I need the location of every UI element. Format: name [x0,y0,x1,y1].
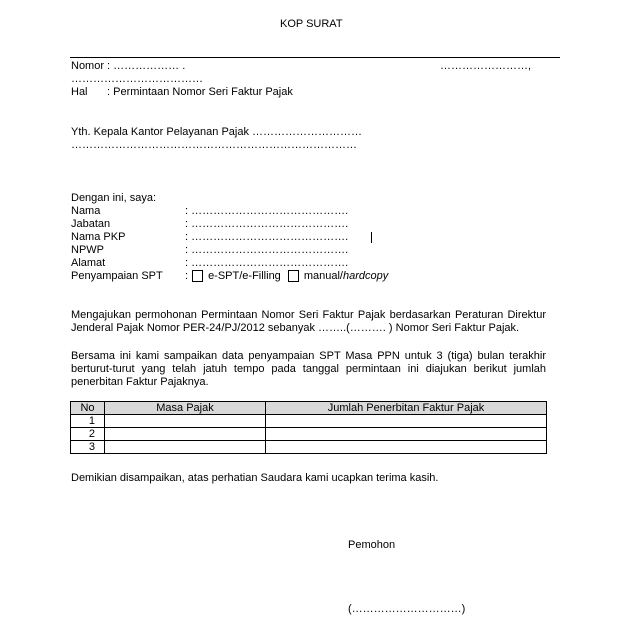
option-espt-label: e-SPT/e-Filling [208,270,281,282]
masa-pajak-cell[interactable] [105,441,266,454]
letterhead-title: KOP SURAT [280,18,343,30]
field-label-nama-pkp: Nama PKP [71,231,126,243]
table-row [71,428,547,441]
date-place-line: ……………………, [440,60,532,72]
field-value-alamat: : ……………………………………. [185,257,349,269]
data-paragraph: Bersama ini kami sampaikan data penyampaian SPT Masa PPN untuk 3 (tiga) bulan terakhir berturut-turut yang telah jatuh tempo pada tanggal permintaan ini diajukan berikut jumlah penerbitan Faktur Pajaknya. [71,350,546,388]
field-value-nama-pkp: : ……………………………………. [185,231,349,243]
signature-title: Pemohon [348,539,396,551]
header-jumlah-penerbitan: Jumlah Penerbitan Faktur Pajak [266,402,547,415]
closing-text: Demikian disampaikan, atas perhatian Saudara kami ucapkan terima kasih. [71,472,439,484]
row-number: 2 [71,428,105,441]
hal-label: Hal [71,86,88,98]
field-label-penyampaian-spt: Penyampaian SPT [71,270,163,282]
ppn-table [70,401,547,454]
text-cursor [371,232,372,243]
date-line: ……………………………… [71,73,203,85]
option-manual-label: manual/ [303,270,343,282]
checkbox-espt[interactable] [192,270,203,282]
field-label-npwp: NPWP [71,244,104,256]
jumlah-penerbitan-cell[interactable] [266,415,547,428]
row-number: 1 [71,415,105,428]
field-label-alamat: Alamat [71,257,106,269]
option-manual-italic: hardcopy [342,270,389,282]
hal-value: : Permintaan Nomor Seri Faktur Pajak [107,86,293,98]
field-label-nama: Nama [71,205,101,217]
recipient-line-2: …………………………………………………………………… [71,139,357,151]
request-paragraph: Mengajukan permohonan Permintaan Nomor Seri Faktur Pajak berdasarkan Peraturan Direktur Jenderal Pajak Nomor PER-24/PJ/2012 sebanyak ……..(………. ) Nomor Seri Faktur Pajak. [71,309,546,334]
signature-name-placeholder: (…………………………) [348,603,466,615]
table-row [71,415,547,428]
nomor-line: Nomor : ……………… . [71,60,186,72]
submission-options [185,270,388,283]
header-divider [70,57,560,58]
masa-pajak-cell[interactable] [105,428,266,441]
recipient-line-1: Yth. Kepala Kantor Pelayanan Pajak ………………………… [71,126,363,138]
header-no: No [71,402,105,415]
intro-text: Dengan ini, saya: [71,192,156,204]
submission-colon: : [185,270,189,282]
table-row [71,441,547,454]
field-value-jabatan: : ……………………………………. [185,218,349,230]
masa-pajak-cell[interactable] [105,415,266,428]
jumlah-penerbitan-cell[interactable] [266,441,547,454]
jumlah-penerbitan-cell[interactable] [266,428,547,441]
table-header-row [71,402,547,415]
header-masa-pajak: Masa Pajak [105,402,266,415]
checkbox-manual[interactable] [288,270,299,282]
field-value-nama: : ……………………………………. [185,205,349,217]
field-label-jabatan: Jabatan [71,218,111,230]
field-value-npwp: : ……………………………………. [185,244,349,256]
row-number: 3 [71,441,105,454]
